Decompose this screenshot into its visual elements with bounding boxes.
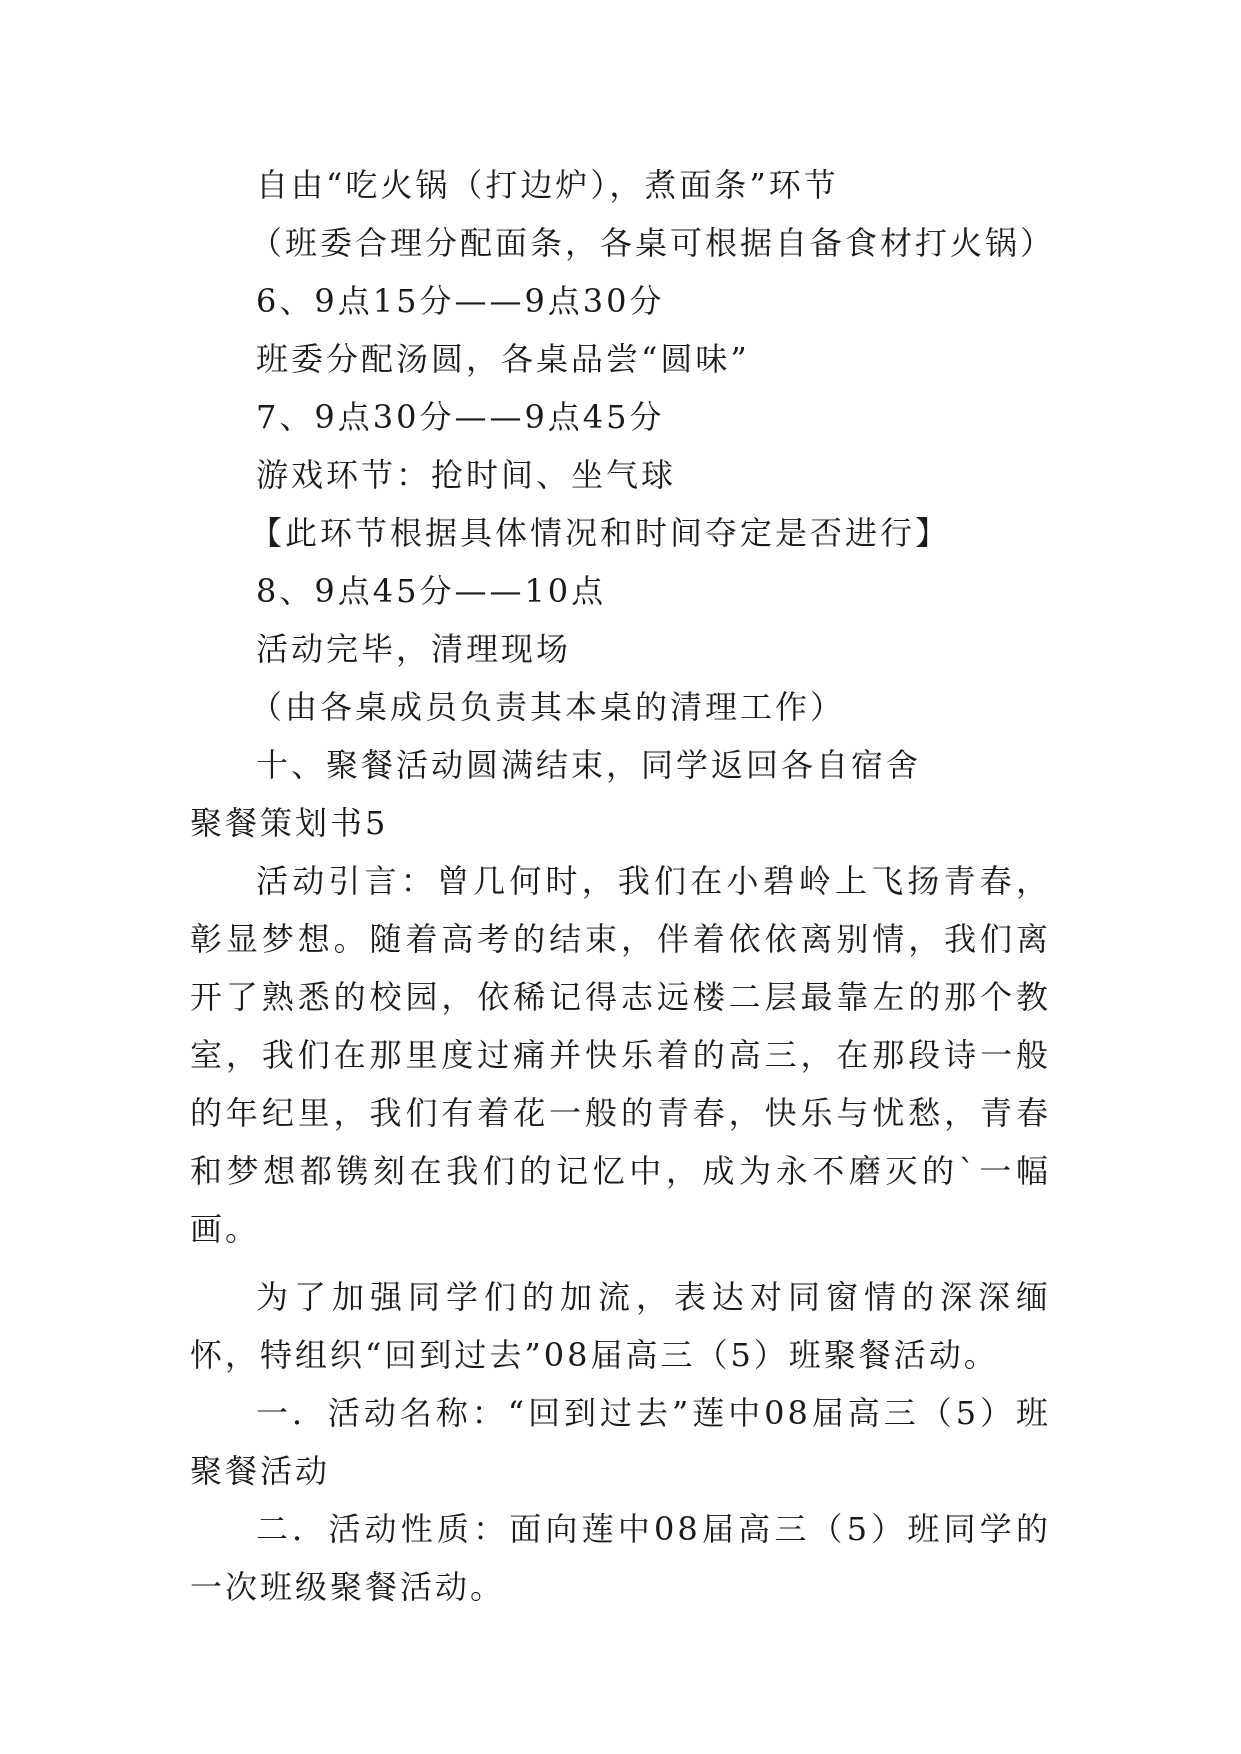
schedule-item: 6、9点15分——9点30分 bbox=[256, 282, 665, 320]
text-line: （由各桌成员负责其本桌的清理工作） bbox=[250, 688, 846, 726]
text-line: 活动完毕，清理现场 bbox=[256, 630, 572, 668]
schedule-item: 8、9点45分——10点 bbox=[256, 572, 607, 610]
text-line: 【此环节根据具体情况和时间夺定是否进行】 bbox=[250, 514, 951, 552]
document-heading: 聚餐策划书5 bbox=[190, 804, 389, 842]
paragraph-activity-name: 一．活动名称：“回到过去”莲中08届高三（5）班聚餐活动 bbox=[190, 1394, 1051, 1490]
text-line: （班委合理分配面条，各桌可根据自备食材打火锅） bbox=[250, 224, 1056, 262]
section-heading: 十、聚餐活动圆满结束，同学返回各自宿舍 bbox=[256, 746, 922, 784]
paragraph-activity-nature: 二．活动性质：面向莲中08届高三（5）班同学的一次班级聚餐活动。 bbox=[190, 1510, 1051, 1606]
text-line: 自由“吃火锅（打边炉），煮面条”环节 bbox=[256, 166, 839, 204]
document-body bbox=[190, 156, 1056, 1616]
schedule-item: 7、9点30分——9点45分 bbox=[256, 398, 665, 436]
text-line: 班委分配汤圆，各桌品尝“圆味” bbox=[256, 340, 750, 378]
paragraph-purpose: 为了加强同学们的加流，表达对同窗情的深深缅怀，特组织“回到过去”08届高三（5）班聚餐活动。 bbox=[190, 1278, 1051, 1374]
paragraph-intro: 活动引言：曾几何时，我们在小碧岭上飞扬青春，彰显梦想。随着高考的结束，伴着依依离别情，我们离开了熟悉的校园，依稀记得志远楼二层最靠左的那个教室，我们在那里度过痛并快乐着的高三，在那段诗一般的年纪里，我们有着花一般的青春，快乐与忧愁，青春和梦想都镌刻在我们的记忆中，成为永不磨灭的`一幅画。 bbox=[190, 862, 1051, 1248]
text-line: 游戏环节：抢时间、坐气球 bbox=[256, 456, 677, 494]
